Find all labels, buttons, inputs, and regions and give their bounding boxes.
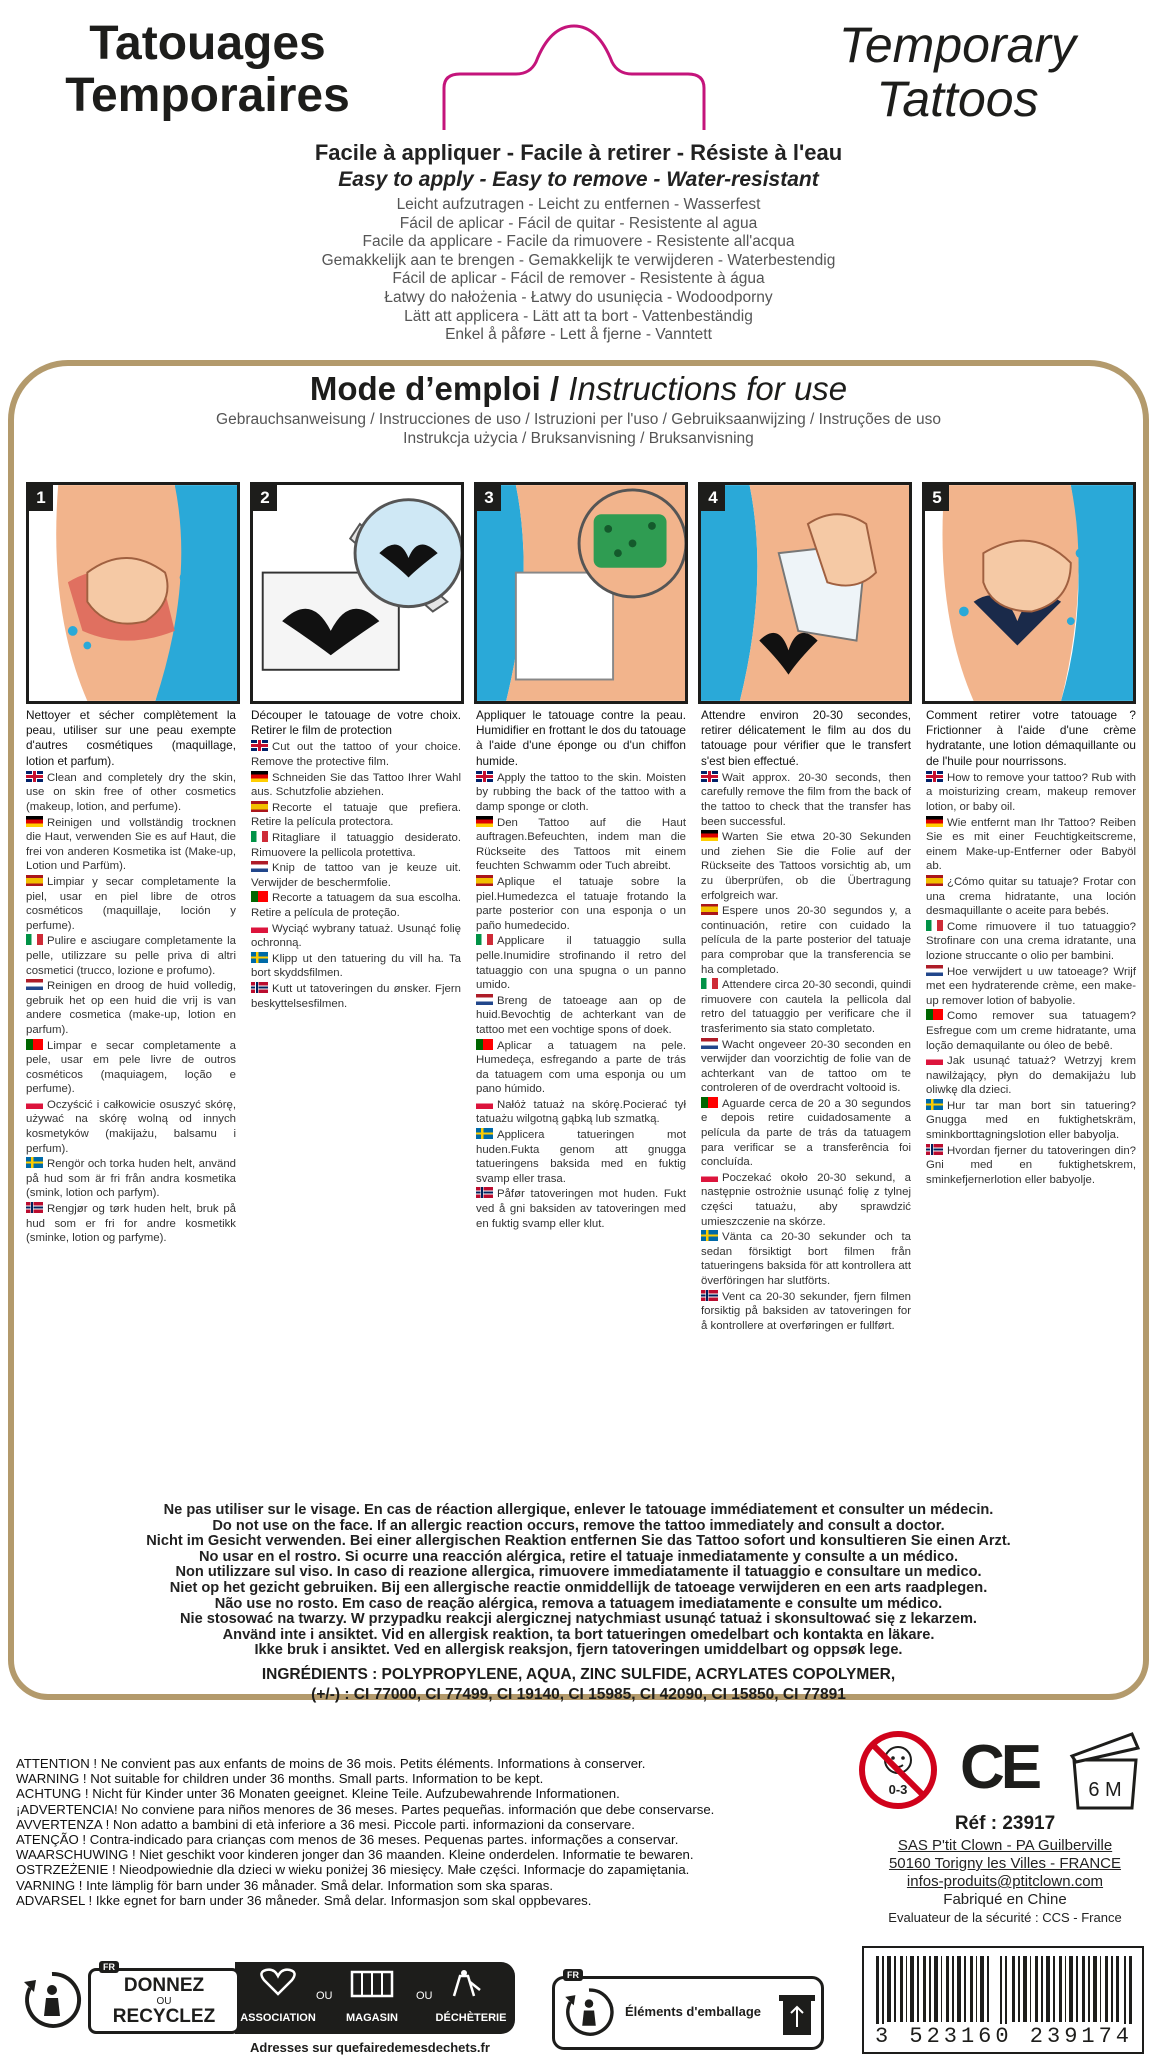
flag-es-icon: [926, 875, 943, 886]
heart-hand-icon: [256, 1968, 300, 1998]
step-1-lead: Nettoyer et sécher complètement la peau, utiliser sur une peau exempte d'autres cosmétiques (maquillage, lotion et parfum).: [26, 708, 236, 768]
step-4-nl: Wacht ongeveer 20-30 seconden en verwijder dan voorzichtig de folie van de achterkant van de tattoo om te controleren of de overdracht voltooid is.: [701, 1038, 911, 1095]
flag-es-icon: [26, 875, 43, 886]
face-warning-fr: Ne pas utiliser sur le visage. En cas de réaction allergique, enlever le tatouage immédiatement et consulter un médecin.: [163, 1502, 994, 1518]
step-5-nl: Hoe verwijdert u uw tatoeage? Wrijf met een hydraterende crème, een make-up remover lotion of babyolie.: [926, 965, 1136, 1007]
company-email[interactable]: infos-produits@ptitclown.com: [906, 1873, 1104, 1890]
step-4-no: Vent ca 20-30 sekunder, fjern filmen forsiktig på baksiden av tatoveringen for å kontrollere at overføringen er fullført.: [701, 1290, 911, 1332]
packaging-elements-box: [552, 1970, 824, 2050]
waste-center-icon: [446, 1968, 486, 1998]
flag-pt-icon: [476, 1039, 493, 1050]
apply-sponge-icon: [477, 485, 685, 701]
step-5-pl: Jak usunąć tatuaż? Wetrzyj krem nawilżający, płyn do demakijażu lub oliwkę dla dzieci.: [926, 1055, 1136, 1097]
flag-se-icon: [251, 952, 268, 963]
step-5-pt: Como remover sua tatuagem? Esfregue com um creme hidratante, uma loção demaquilante ou óleo de bebê.: [926, 1010, 1136, 1052]
step-2-text: [251, 708, 461, 1012]
flag-uk-icon: [926, 771, 943, 782]
flag-de-icon: [926, 816, 943, 827]
flag-pl-icon: [926, 1054, 943, 1065]
flag-nl-icon: [26, 979, 43, 990]
face-warning-en: Do not use on the face. If an allergic reaction occurs, remove the tattoo immediately and consult a doctor.: [212, 1517, 945, 1534]
tagline-nl: Gemakkelijk aan te brengen - Gemakkelijk te verwijderen - Waterbestendig: [321, 251, 836, 269]
barcode-icon: [876, 1956, 1132, 2028]
step-2-pt: Recorte a tatuagem da sua escolha. Retire a película de proteção.: [251, 892, 461, 919]
face-warning-es: No usar en el rostro. Si ocurre una reacción alérgica, retire el tatuaje inmediatamente y consulte a un médico.: [198, 1548, 959, 1565]
flag-no-icon: [701, 1290, 718, 1301]
packaging-fr-badge: FR: [563, 1969, 583, 1981]
step-4-es: Espere unos 20-30 segundos y, a continuación, retire con cuidado la película de la parte posterior del tatuaje para comprobar que la transferencia se ha completado.: [701, 905, 911, 976]
hanger-hole-icon: [440, 18, 708, 134]
child-warning-no: ADVARSEL ! Ikke egnet for barn under 36 måneder. Små delar. Informasjon som skal oppbevares.: [16, 1892, 592, 1908]
child-warning-pt: ATENÇÃO ! Contra-indicado para crianças com menos de 36 meses. Pequenas partes. informações a conservar.: [16, 1832, 679, 1848]
step-1-se: Rengör och torka huden helt, använd på hud som är fri från andra kosmetika (smink, lotion och parfym).: [26, 1158, 236, 1200]
step-1-de: Reinigen und vollständig trocknen die Haut, verwenden Sie es auf Haut, die frei von anderen Kosmetika ist (Make-up, Lotion und Parfüm).: [26, 816, 236, 873]
flag-se-icon: [476, 1128, 493, 1139]
title-fr-line1: Tatouages: [89, 17, 326, 70]
step-5-en: How to remove your tattoo? Rub with a moisturizing cream, makeup remover lotion, or baby oil.: [926, 771, 1136, 813]
step-5-illustration: [922, 482, 1136, 704]
title-fr-line2: Temporaires: [65, 69, 350, 122]
step-2-de: Schneiden Sie das Tattoo Ihrer Wahl aus. Schutzfolie abziehen.: [251, 771, 461, 799]
company-info: [860, 1837, 1150, 1927]
flag-se-icon: [926, 1099, 943, 1110]
remove-tattoo-icon: [925, 485, 1133, 701]
step-5-es: ¿Cómo quitar su tatuaje? Frotar con una crema hidratante, una loción desmaquillante o aceite para bebés.: [926, 875, 1136, 918]
step-1-pl: Oczyścić i całkowicie osuszyć skórę, używać na skórę wolną od innych kosmetyków (makijażu, balsamu i perfum).: [26, 1098, 236, 1155]
recycling-address-link[interactable]: Adresses sur quefairedemesdechets.fr: [250, 2040, 490, 2055]
flag-nl-icon: [251, 861, 268, 872]
flag-uk-icon: [476, 771, 493, 782]
child-warning-de: ACHTUNG ! Nicht für Kinder unter 36 Monaten geeignet. Kleine Teile. Aufzubewahrende Informationen.: [16, 1786, 620, 1802]
flag-es-icon: [701, 904, 718, 915]
safety-evaluator: Evaluateur de la sécurité : CCS - France: [888, 1910, 1122, 1925]
flag-it-icon: [251, 831, 268, 842]
flag-se-icon: [701, 1230, 718, 1241]
child-warning-es: ¡ADVERTENCIA! No conviene para niños menores de 36 meses. Partes pequeñas. información que debe conservarse.: [16, 1801, 715, 1817]
ce-mark-icon: CE: [960, 1733, 1039, 1802]
face-warning-nl: Niet op het gezicht gebruiken. Bij een allergische reactie onmiddellijk de tatoeage verwijderen en een arts raadplegen.: [169, 1579, 988, 1596]
step-4-lead: Attendre environ 20-30 secondes, retirer délicatement le film au dos du tatouage pour vérifier que le transfert s'est bien effectué.: [701, 708, 911, 768]
cut-tattoo-icon: [253, 485, 461, 701]
decheterie-label: DÉCHÈTERIE: [435, 2012, 507, 2024]
step-3-pl: Nałóż tatuaż na skórę.Pocierać tył tatuażu wilgotną gąbką lub szmatką.: [476, 1098, 686, 1126]
step-3-es: Aplique el tatuaje sobre la piel.Humedezca el tatuaje frotando la parte posterior con una esponja o un paño humedecido.: [476, 875, 686, 932]
step-2-it: Ritagliare il tatuaggio desiderato. Rimuovere la pellicola protettiva.: [251, 831, 461, 859]
tagline-fr: Facile à appliquer - Facile à retirer - Résiste à l'eau: [314, 140, 843, 165]
tagline-de: Leicht aufzutragen - Leicht zu entfernen - Wasserfest: [396, 196, 761, 213]
flag-uk-icon: [701, 771, 718, 782]
flag-nl-icon: [701, 1038, 718, 1049]
tagline-pt: Fácil de aplicar - Fácil de remover - Resistente à água: [392, 270, 765, 288]
ou-label: OU: [156, 1996, 172, 2007]
title-en-line2: Tattoos: [876, 71, 1039, 127]
step-2-se: Klipp ut den tatuering du vill ha. Ta bort skyddsfilmen.: [251, 952, 461, 980]
face-warning-pl: Nie stosować na twarzy. W przypadku reakcji alergicznej natychmiast usunąć tatuaż i skonsultować się z lekarzem.: [180, 1611, 977, 1628]
step-2-en: Cut out the tattoo of your choice. Remove the protective film.: [251, 741, 461, 768]
step-4-number: 4: [701, 485, 725, 511]
association-label: ASSOCIATION: [240, 2012, 316, 2024]
step-3-lead: Appliquer le tatouage contre la peau. Humidifier en frottant le dos du tatouage à l'aide d'une éponge ou d'un chiffon humide.: [476, 708, 686, 768]
instructions-subtitle-line1: Gebrauchsanweisung / Instrucciones de uso / Istruzioni per l'uso / Gebruiksaanwijzing / Instruções de uso: [216, 411, 941, 428]
fr-badge: FR: [99, 1961, 119, 1973]
flag-nl-icon: [926, 965, 943, 976]
step-3-it: Applicare il tatuaggio sulla pelle.Inumidire strofinando il retro del tatuaggio con una spugna o un panno umido.: [476, 935, 686, 992]
tagline-en: Easy to apply - Easy to remove - Water-resistant: [338, 168, 819, 191]
ou-separator-1: OU: [316, 1990, 333, 2002]
flag-no-icon: [26, 1202, 43, 1213]
title-fr: [30, 18, 385, 122]
flag-pt-icon: [701, 1097, 718, 1108]
step-5-de: Wie entfernt man Ihr Tattoo? Reiben Sie es mit einer Feuchtigkeitscreme, einem Make-up-Entferner oder Babyöl ab.: [926, 816, 1136, 873]
step-3-pt: Aplicar a tatuagem na pele. Humedeça, esfregando a parte de trás da tatuagem com uma esponja ou um pano húmido.: [476, 1039, 686, 1096]
step-3-text: [476, 708, 686, 1232]
instructions-subtitle-line2: Instrukcja użycia / Bruksanvisning / Bruksanvisning: [403, 430, 754, 447]
step-1-text: [26, 708, 236, 1247]
flag-de-icon: [701, 830, 718, 841]
step-2-pl: Wyciąć wybrany tatuaż. Usunąć folię ochronną.: [251, 922, 461, 950]
step-2-no: Kutt ut tatoveringen du ønsker. Fjern beskyttelsesfilmen.: [251, 982, 461, 1010]
title-en-line1: Temporary: [838, 17, 1077, 73]
face-warning-block: [60, 1503, 1097, 1659]
tagline-pl: Łatwy do nałożenia - Łatwy do usunięcia - Wodoodporny: [384, 288, 773, 306]
flag-no-icon: [251, 982, 268, 993]
flag-no-icon: [476, 1187, 493, 1198]
clean-skin-icon: [29, 485, 237, 701]
ingredients: [60, 1665, 1097, 1705]
step-3-number: 3: [477, 485, 501, 511]
flag-nl-icon: [476, 994, 493, 1005]
flag-pl-icon: [701, 1171, 718, 1182]
step-5-text: [926, 708, 1136, 1188]
triman-icon: [22, 1968, 82, 2034]
step-1-it: Pulire e asciugare completamente la pelle, utilizzare su pelle priva di altri cosmetici (trucco, lozione e profumo).: [26, 935, 236, 977]
step-3-nl: Breng de tatoeage aan op de huid.Bevochtig de achterkant van de tattoo met een vochtige spons of doek.: [476, 994, 686, 1036]
step-2-lead: Découper le tatouage de votre choix. Retirer le film de protection: [251, 708, 461, 738]
step-1-illustration: [26, 482, 240, 704]
step-1-nl: Reinigen en droog de huid volledig, gebruik het op een huid die vrij is van andere cosmetica (make-up, lotion en parfum).: [26, 980, 236, 1036]
step-1-no: Rengjør og tørk huden helt, bruk på hud som er fri for andre kosmetikk (sminke, lotion og parfyme).: [26, 1203, 236, 1245]
flag-pl-icon: [26, 1098, 43, 1109]
child-warning-fr: ATTENTION ! Ne convient pas aux enfants de moins de 36 mois. Petits éléments. Informations à conserver.: [16, 1756, 646, 1771]
step-5-it: Come rimuovere il tuo tatuaggio? Strofinare con una crema idratante, una lozione struccante o olio per bambini.: [926, 920, 1136, 962]
step-2-nl: Knip de tattoo van je keuze uit. Verwijder de beschermfolie.: [251, 862, 461, 889]
instructions-title-en: Instructions for use: [568, 370, 848, 407]
step-4-it: Attendere circa 20-30 secondi, quindi rimuovere con cautela la pellicola dal retro del tatuaggio per verificare che il trasferimento sia stato completato.: [701, 979, 911, 1035]
flag-pl-icon: [476, 1098, 493, 1109]
child-warning-pl: OSTRZEŻENIE ! Nieodpowiednie dla dzieci w wieku poniżej 36 miesięcy. Małe części. Informacje do zapamiętania.: [16, 1862, 690, 1878]
face-warning-it: Non utilizzare sul viso. In caso di reazione allergica, rimuovere immediatamente il tatuaggio e consultare un medico.: [175, 1564, 982, 1581]
step-3-de: Den Tattoo auf die Haut auftragen.Befeuchten, indem man die Rückseite des Tattoos mit einem feuchten Schwamm oder Tuch abreibt.: [476, 816, 686, 873]
donnez-recyclez-box: [88, 1962, 240, 2034]
step-4-de: Warten Sie etwa 20-30 Sekunden und ziehen Sie die Folie auf der Rückseite des Tattoos vorsichtig ab, um zu überprüfen, ob die Übertragung erfolgreich war.: [701, 831, 911, 902]
flag-pt-icon: [26, 1039, 43, 1050]
face-warning-pt: Não use no rosto. Em caso de reação alérgica, remova a tatuagem imediatamente e consulte um médico.: [214, 1595, 943, 1612]
company-name: SAS P'tit Clown - PA Guilberville: [897, 1837, 1113, 1854]
tagline-list: [0, 196, 1157, 345]
step-3-en: Apply the tattoo to the skin. Moisten by rubbing the back of the tattoo with a damp sponge or cloth.: [476, 771, 686, 813]
face-warning-de: Nicht im Gesicht verwenden. Bei einer allergischen Reaktion entfernen Sie das Tattoo sofort und konsultieren Sie einen Arzt.: [146, 1533, 1011, 1550]
step-5-se: Hur tar man bort sin tatuering? Gnugga med en fuktighetskräm, sminkborttagningslotion eller babyolja.: [926, 1099, 1136, 1142]
donnez-label: DONNEZ: [123, 1975, 205, 1996]
flag-pt-icon: [251, 891, 268, 902]
child-warning-en: WARNING ! Not suitable for children under 36 months. Small parts. Information to be kept.: [16, 1771, 544, 1787]
step-5-no: Hvordan fjerner du tatoveringen din? Gni med en fuktighetskrem, sminkefjernerlotion eller babyolje.: [926, 1144, 1136, 1186]
triman-small-icon: [561, 1985, 617, 2041]
flag-es-icon: [476, 875, 493, 886]
company-address: 50160 Torigny les Villes - FRANCE: [888, 1855, 1122, 1872]
ingredients-line1: INGRÉDIENTS : POLYPROPYLENE, AQUA, ZINC SULFIDE, ACRYLATES COPOLYMER,: [261, 1666, 896, 1683]
face-warning-no: Ikke bruk i ansiktet. Ved en allergisk reaksjon, fjern tatoveringen umiddelbart og oppsøk lege.: [254, 1642, 903, 1659]
packaging-label: Éléments d'emballage: [625, 2004, 762, 2019]
recyclez-label: RECYCLEZ: [112, 2006, 216, 2027]
recycling-bin-icon: [777, 1989, 817, 2039]
store-icon: [348, 1968, 396, 1998]
flag-pt-icon: [926, 1009, 943, 1020]
step-5-lead: Comment retirer votre tatouage ? Frictionner à l'aide d'une crème hydratante, une lotion démaquillante ou de l'huile pour nourrissons.: [926, 708, 1136, 768]
tagline-se: Lätt att applicera - Lätt att ta bort - Vattenbeständig: [404, 307, 753, 325]
step-1-en: Clean and completely dry the skin, use on skin free of other cosmetics (makeup, lotion, and perfume).: [26, 771, 236, 813]
step-4-text: [701, 708, 911, 1334]
step-1-number: 1: [29, 485, 53, 511]
step-4-en: Wait approx. 20-30 seconds, then carefully remove the film from the back of the tattoo to check that the transfer has been successful.: [701, 771, 911, 828]
step-1-pt: Limpar e secar completamente a pele, usar em pele livre de outros cosméticos (maquiagem, loção e perfume).: [26, 1039, 236, 1096]
step-3-no: Påfør tatoveringen mot huden. Fukt ved å gni baksiden av tatoveringen med en fuktig svamp eller klut.: [476, 1188, 686, 1230]
flag-pl-icon: [251, 922, 268, 933]
age-label: 0-3: [888, 1782, 908, 1797]
not-for-under-3-icon: [858, 1730, 938, 1810]
step-1-es: Limpiar y secar completamente la piel, usar en piel libre de otros cosméticos (maquillaje, loción y perfume).: [26, 875, 236, 932]
step-4-pt: Aguarde cerca de 20 a 30 segundos e depois retire cuidadosamente a película da parte de trás da tatuagem para verificar se a transferência foi concluída.: [701, 1097, 911, 1169]
step-2-es: Recorte el tatuaje que prefiera. Retire la película protectora.: [251, 801, 461, 829]
tagline-it: Facile da applicare - Facile da rimuovere - Resistente all'acqua: [362, 233, 795, 251]
tagline-es: Fácil de aplicar - Fácil de quitar - Resistente al agua: [399, 214, 758, 232]
flag-uk-icon: [26, 771, 43, 782]
step-4-pl: Poczekać około 20-30 sekund, a następnie ostrożnie usunąć folię z tylnej części tatuażu, aby sprawdzić umieszczenie na skórze.: [701, 1171, 911, 1228]
flag-it-icon: [26, 934, 43, 945]
flag-it-icon: [701, 978, 718, 989]
ou-separator-2: OU: [416, 1990, 433, 2002]
title-en: [780, 18, 1135, 126]
step-4-se: Vänta ca 20-30 sekunder och ta sedan försiktigt bort filmen från tatueringens baksida för att kontrollera att överföringen har slutförts.: [701, 1231, 911, 1287]
instructions-subtitle: [160, 410, 997, 448]
period-after-opening-icon: [1066, 1730, 1144, 1812]
step-2-illustration: [250, 482, 464, 704]
made-in: Fabriqué en Chine: [943, 1891, 1067, 1908]
ingredients-line2: (+/-) : CI 77000, CI 77499, CI 19140, CI 15985, CI 42090, CI 15850, CI 77891: [311, 1686, 846, 1703]
flag-de-icon: [26, 816, 43, 827]
child-warning-nl: WAARSCHUWING ! Niet geschikt voor kinderen jonger dan 36 maanden. Kleine onderdelen. Informatie te bewaren.: [16, 1847, 694, 1863]
magasin-label: MAGASIN: [346, 2012, 398, 2024]
face-warning-se: Använd inte i ansiktet. Vid en allergisk reaktion, ta bort tatueringen omedelbart och kontakta en läkare.: [222, 1626, 935, 1643]
flag-no-icon: [926, 1144, 943, 1155]
child-warning-block: [16, 1756, 846, 1908]
flag-de-icon: [251, 771, 268, 782]
flag-de-icon: [476, 816, 493, 827]
flag-se-icon: [26, 1157, 43, 1168]
step-4-illustration: [698, 482, 912, 704]
peel-film-icon: [701, 485, 909, 701]
flag-uk-icon: [251, 740, 268, 751]
flag-es-icon: [251, 801, 268, 812]
flag-it-icon: [926, 920, 943, 931]
child-warning-it: AVVERTENZA ! Non adatto a bambini di età inferiore a 36 mesi. Piccole parti. informazioni da conservare.: [16, 1816, 635, 1832]
step-3-se: Applicera tatueringen mot huden.Fukta genom att gnugga tatueringens baksida med en fuktig svamp eller trasa.: [476, 1129, 686, 1185]
step-2-number: 2: [253, 485, 277, 511]
step-5-number: 5: [925, 485, 949, 511]
child-warning-se: VARNING ! Inte lämplig för barn under 36 månader. Små delar. Information som ska sparas.: [16, 1877, 554, 1893]
barcode-number: 3 523160 239174: [866, 2024, 1142, 2049]
product-ref: Réf : 23917: [954, 1813, 1056, 1834]
instructions-title: [0, 370, 1157, 408]
tagline-no: Enkel å påføre - Lett å fjerne - Vanntett: [445, 326, 712, 344]
step-3-illustration: [474, 482, 688, 704]
instructions-title-fr: Mode d’emploi /: [309, 370, 560, 407]
flag-it-icon: [476, 934, 493, 945]
pao-label: 6 M: [1088, 1779, 1122, 1801]
